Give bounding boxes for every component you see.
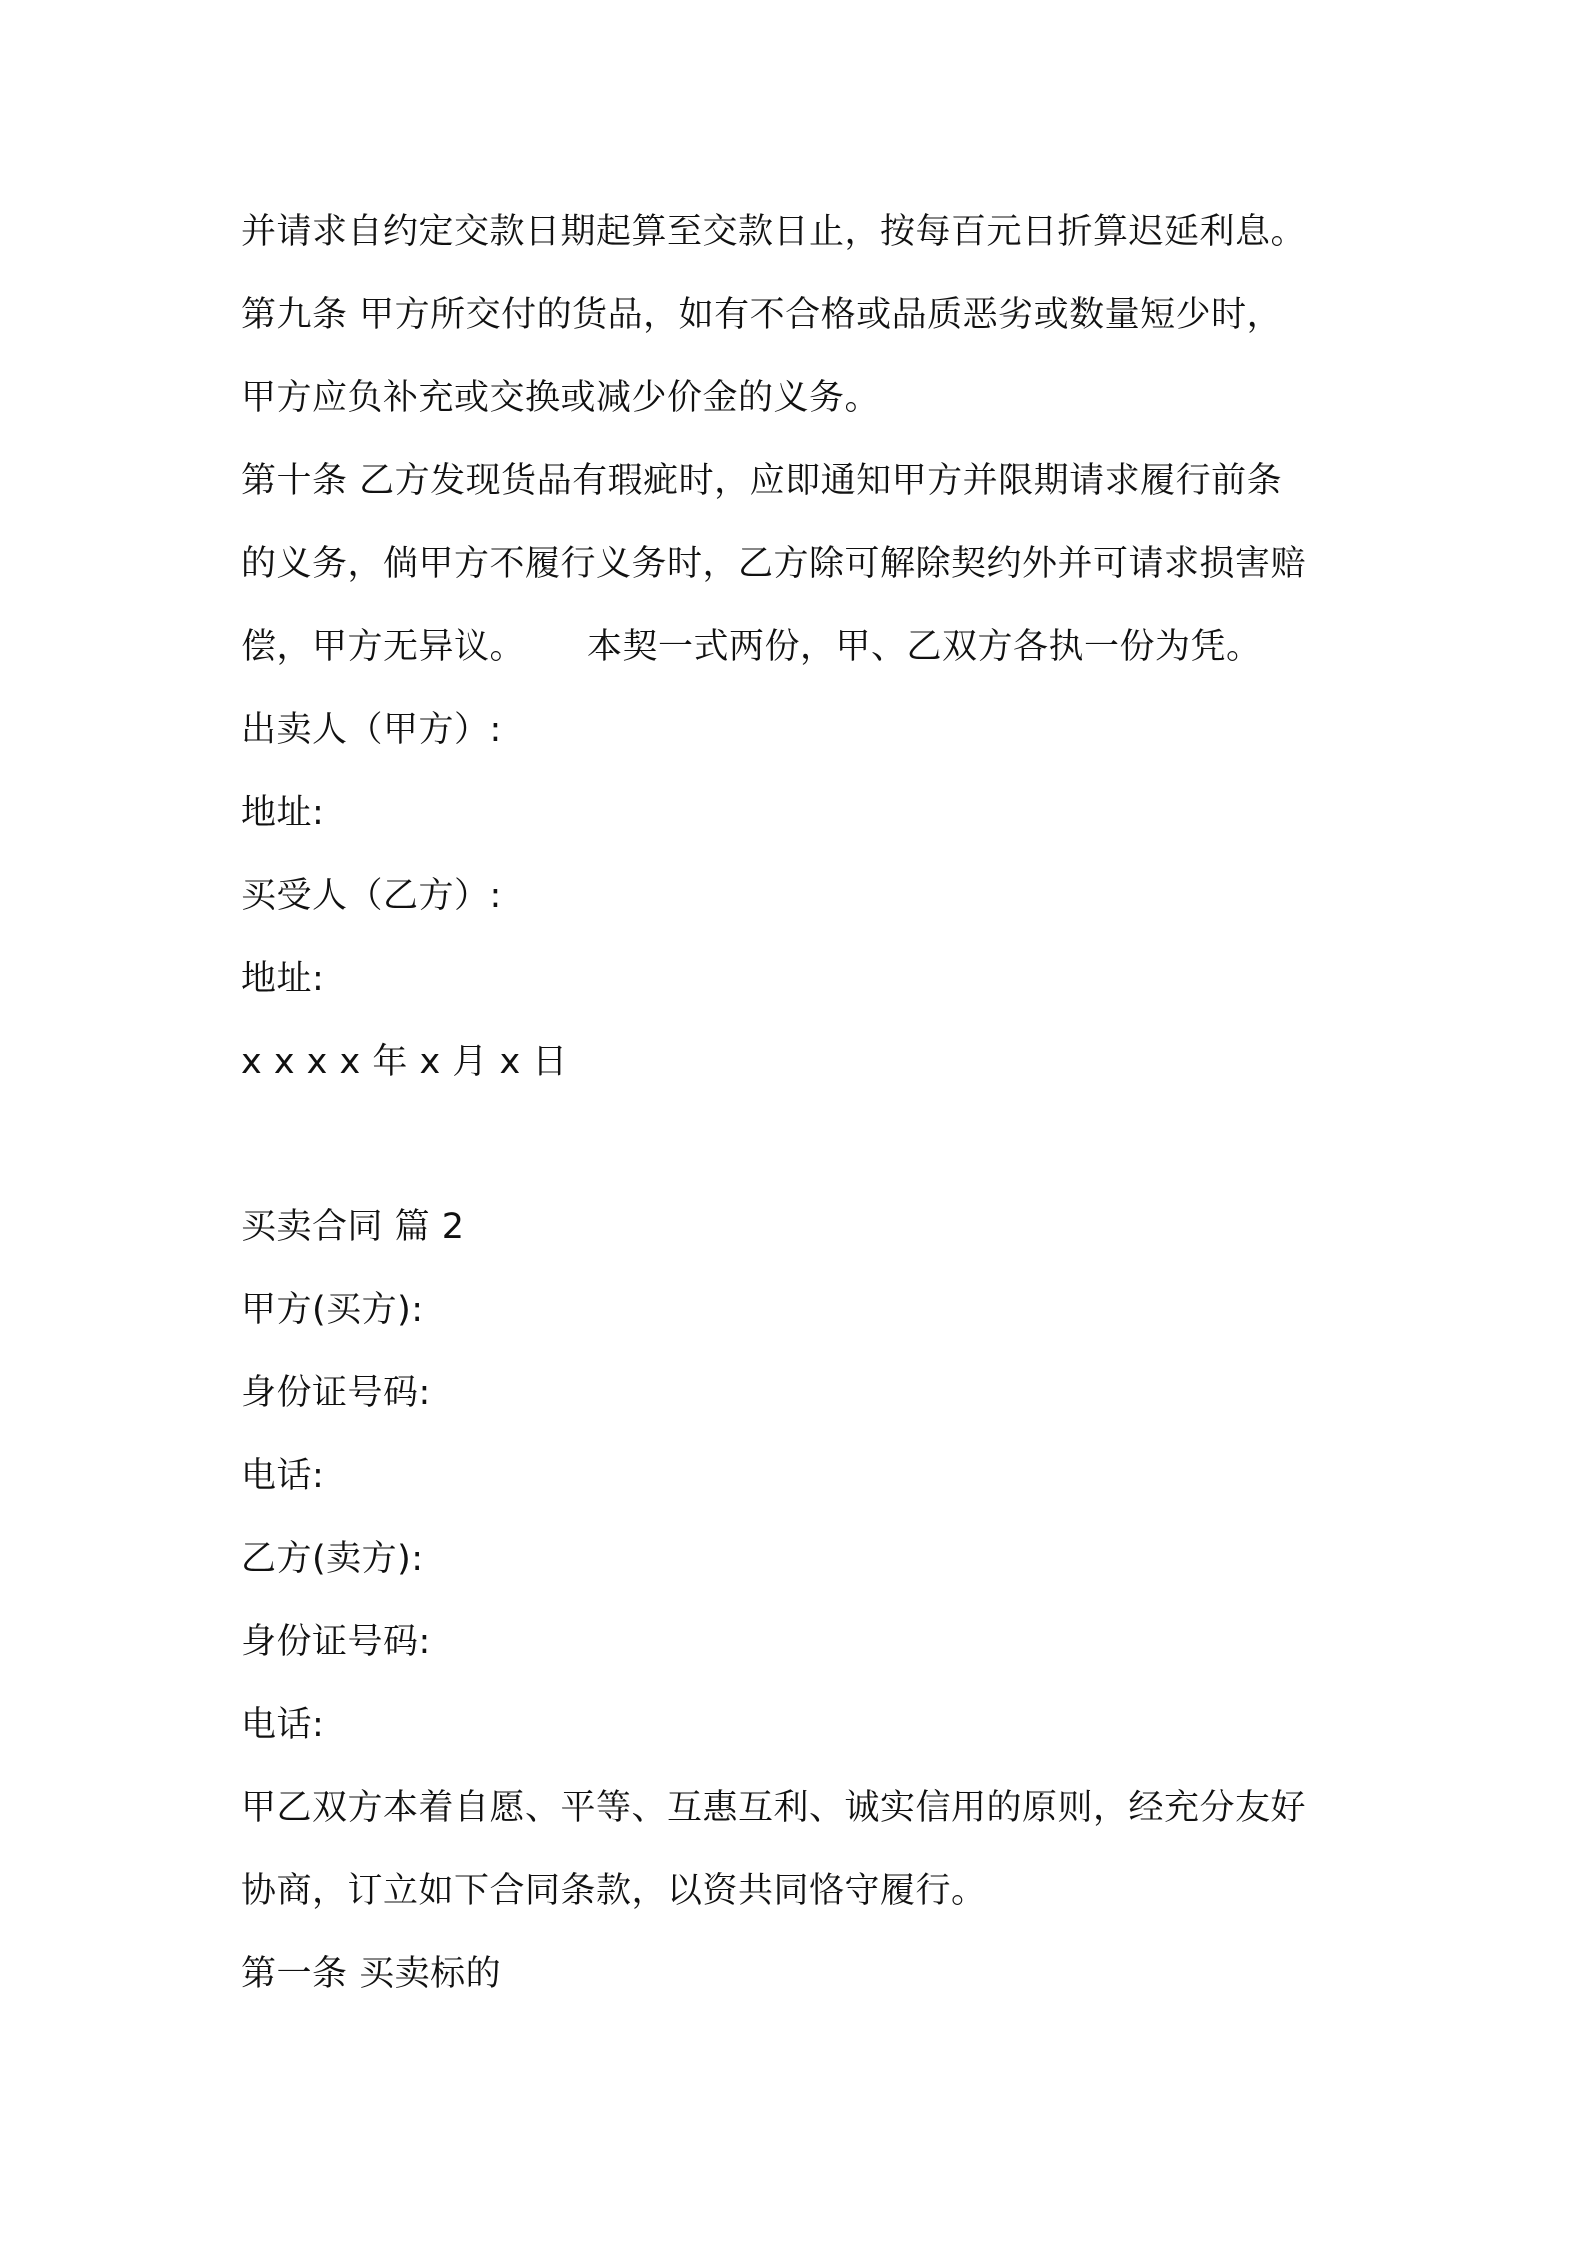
preamble-line-2: 协商，订立如下合同条款，以资共同恪守履行。	[241, 1871, 987, 1911]
section-title: 买卖合同 篇 2	[241, 1207, 465, 1247]
buyer-label: 买受人（乙方）:	[241, 876, 502, 916]
party-b-label: 乙方(卖方):	[241, 1539, 424, 1579]
party-b-phone-label: 电话:	[241, 1705, 325, 1745]
seller-address-label: 地址:	[241, 793, 325, 833]
party-a-label: 甲方(买方):	[241, 1290, 424, 1330]
article-9-line-2: 甲方应负补充或交换或减少价金的义务。	[241, 378, 881, 418]
party-a-phone-label: 电话:	[241, 1456, 325, 1496]
article-10-tail: 偿，甲方无异议。	[241, 627, 526, 667]
party-a-id-label: 身份证号码:	[241, 1373, 431, 1413]
buyer-address-label: 地址:	[241, 959, 325, 999]
seller-label: 出卖人（甲方）:	[241, 710, 502, 750]
preamble-line-1: 甲乙双方本着自愿、平等、互惠互利、诚实信用的原则，经充分友好	[241, 1788, 1307, 1828]
copies-note: 本契一式两份，甲、乙双方各执一份为凭。	[587, 627, 1262, 667]
article-10-line-3	[241, 625, 1262, 669]
article-10-line-2: 的义务，倘甲方不履行义务时，乙方除可解除契约外并可请求损害赔	[241, 544, 1307, 584]
article-1-heading: 第一条 买卖标的	[241, 1954, 502, 1994]
article-10-line-1: 第十条 乙方发现货品有瑕疵时，应即通知甲方并限期请求履行前条	[241, 461, 1283, 501]
date-line: x x x x 年 x 月 x 日	[241, 1042, 568, 1082]
article-9-line-1: 第九条 甲方所交付的货品，如有不合格或品质恶劣或数量短少时，	[241, 295, 1283, 335]
text-line-1: 并请求自约定交款日期起算至交款日止，按每百元日折算迟延利息。	[241, 212, 1307, 252]
party-b-id-label: 身份证号码:	[241, 1622, 431, 1662]
